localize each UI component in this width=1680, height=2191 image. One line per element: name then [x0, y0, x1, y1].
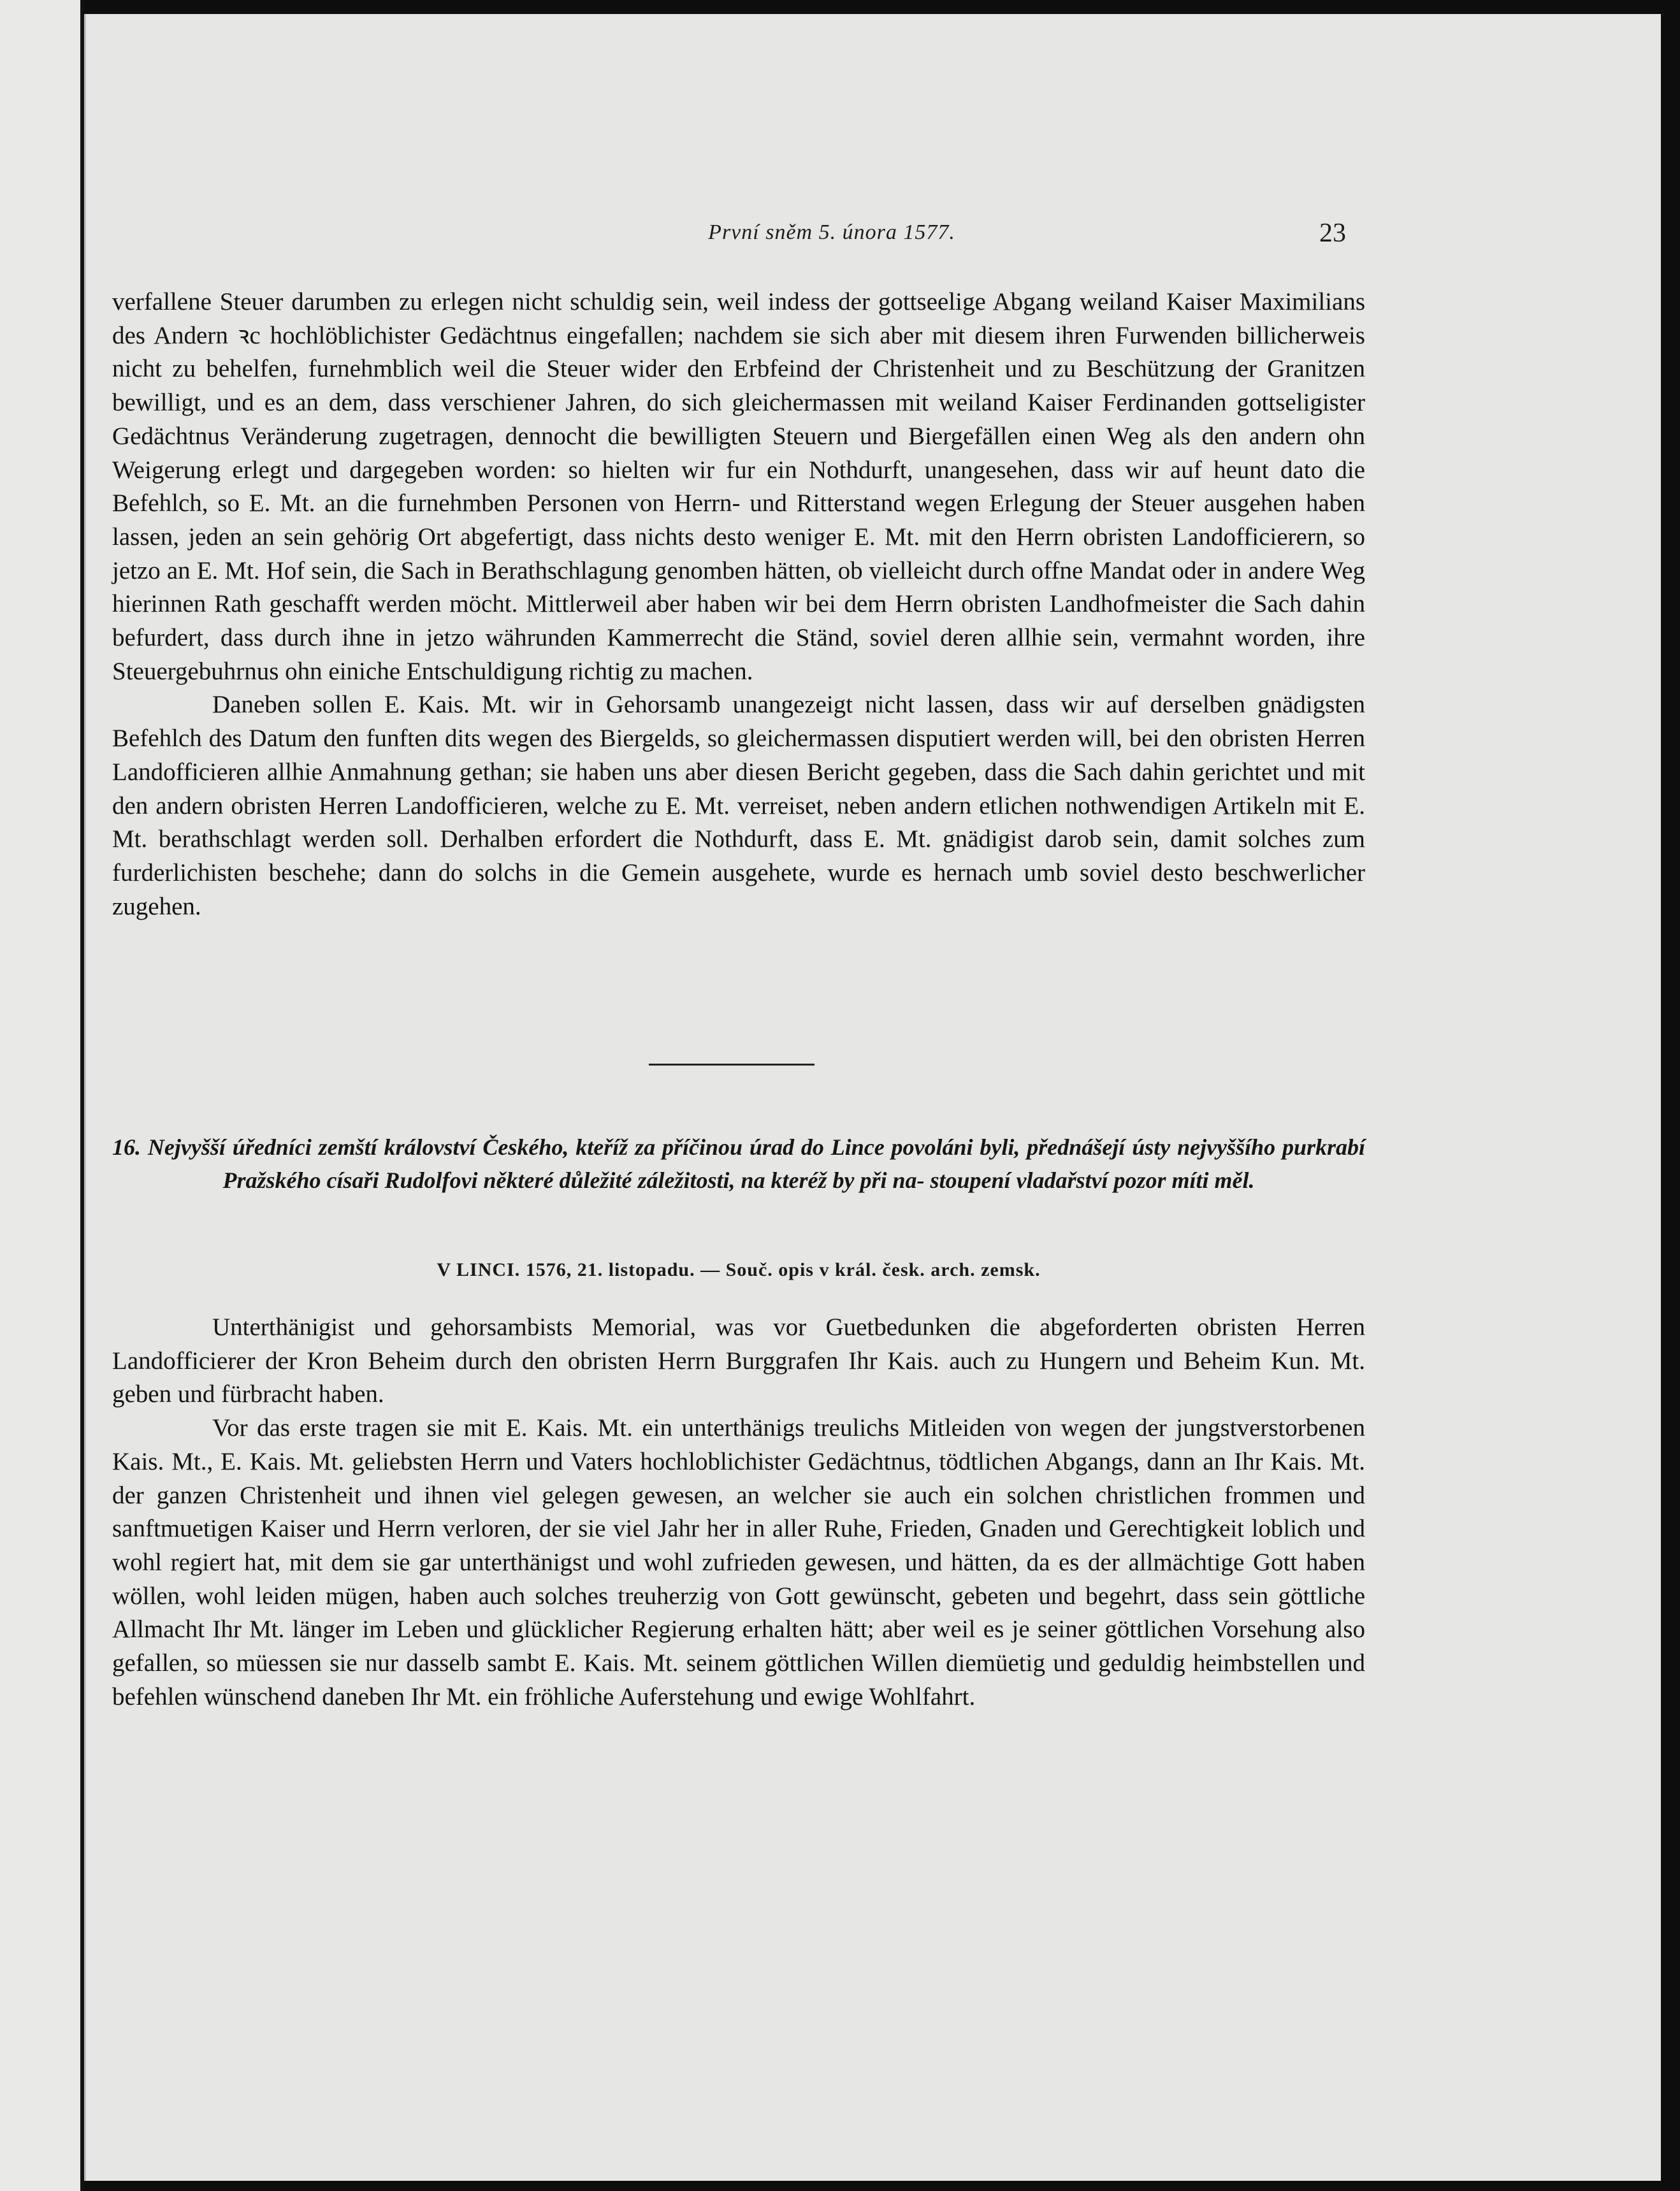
paragraph: Vor das erste tragen sie mit E. Kais. Mt. ein unterthänigs treulichs Mitleiden von wegen der jungstverstorbenen Kais. Mt., E. Kais. Mt. geliebsten Herrn und Vaters hochloblichister Gedächtnus, tödtlichen Abgangs, dann an Ihr Kais. Mt. der ganzen Christenheit und ihnen viel gelegen gewesen, an welcher sie auch ein solchen christlichen frommen und sanftmuetigen Kaiser und Herrn verloren, der sie viel Jahr her in aller Ruhe, Frieden, Gnaden und Gerechtigkeit loblich und wohl regiert hat, mit dem sie gar unterthänigst und wohl zufrieden gewesen, und hätten, da es der allmächtige Gott haben wöllen, wohl leiden mügen, haben auch solches treuherzig von Gott gewünscht, gebeten und begehrt, dass sein göttliche Allmacht Ihr Mt. länger im Leben und glücklicher Regierung erhalten hätt; aber weil es je seiner göttlichen Vorsehung also gefallen, so müessen sie nur dasselb sambt E. Kais. Mt. seinem göttlichen Willen diemüetig und geduldig heimbstellen und befehlen wünschend daneben Ihr Mt. ein fröhliche Auferstehung und ewige Wohlfahrt. [112, 1414, 1365, 1710]
section-continued-text [112, 286, 1365, 923]
document-heading-line: ústy nejvyššího purkrabí Pražského císaři Rudolfovi některé důležité záležitosti, na kteréž by při na- [222, 1134, 1366, 1193]
document-heading-line: stoupení vladařství pozor míti měl. [930, 1168, 1255, 1193]
section-divider [649, 1064, 815, 1066]
page-number: 23 [1319, 219, 1346, 248]
document-heading-line: 16. Nejvyšší úředníci zemští království Českého, kteříž za příčinou úrad do Lince povoláni byli, přednášejí [112, 1134, 1133, 1160]
running-header-title: První sněm 5. února 1577. [708, 221, 955, 244]
document-body [112, 1311, 1365, 1714]
document-source-line: V LINCI. 1576, 21. listopadu. — Souč. opis v král. česk. arch. zemsk. [437, 1259, 1041, 1280]
paragraph: Unterthänigist und gehorsambists Memorial, was vor Guetbedunken die abgeforderten obristen Herren Landofficierer der Kron Beheim durch den obristen Herrn Burggrafen Ihr Kais. auch zu Hungern und Beheim Kun. Mt. geben und fürbracht haben. [112, 1313, 1365, 1408]
paragraph: verfallene Steuer darumben zu erlegen nicht schuldig sein, weil indess der gottseelige Abgang weiland Kaiser Maximilians des Andern ꝛc hochlöblichister Gedächtnus eingefallen; nachdem sie sich aber mit diesem ihren Furwenden billicherweis nicht zu behelfen, furnehmblich weil die Steuer wider den Erbfeind der Christenheit und zu Beschützung der Granitzen bewilligt, und es an dem, dass verschiener Jahren, do sich gleichermassen mit weiland Kaiser Ferdinanden gottseligister Gedächtnus Veränderung zugetragen, dennocht die bewilligten Steuern und Biergefällen einen Weg als den andern ohn Weigerung erlegt und dargegeben worden: so hielten wir fur ein Nothdurft, unangesehen, dass wir auf heunt dato die Befehlch, so E. Mt. an die furnehmben Personen von Herrn- und Ritterstand wegen Erlegung der Steuer ausgehen haben lassen, jeden an sein gehörig Ort abgefertigt, dass nichts desto weniger E. Mt. mit den Herrn obristen Landofficierern, so jetzo an E. Mt. Hof sein, die Sach in Berathschlagung genomben hätten, ob vielleicht durch offne Mandat oder in andere Weg hierinnen Rath geschafft werden möcht. Mittlerweil aber haben wir bei dem Herrn obristen Landhofmeister die Sach dahin befurdert, dass durch ihne in jetzo währunden Kammerrecht die Ständ, soviel deren allhie sein, vermahnt worden, ihre Steuergebuhrnus ohn einiche Entschuldigung richtig zu machen. [112, 288, 1365, 685]
previous-page-edge [0, 0, 84, 2191]
paragraph: Daneben sollen E. Kais. Mt. wir in Gehorsamb unangezeigt nicht lassen, dass wir auf derselben gnädigsten Befehlch des Datum den funften dits wegen des Biergelds, so gleichermassen disputiert werden will, bei den obristen Herren Landofficieren allhie Anmahnung gethan; sie haben uns aber diesen Bericht gegeben, dass die Sach dahin gerichtet und mit den andern obristen Herren Landofficieren, welche zu E. Mt. verreiset, neben andern etlichen nothwendigen Artikeln mit E. Mt. berathschlagt werden soll. Derhalben erfordert die Nothdurft, dass E. Mt. gnädigist darob sein, damit solches zum furderlichisten beschehe; dann do solchs in die Gemein ausgehete, wurde es hernach umb soviel desto beschwerlicher zugehen. [112, 691, 1365, 920]
document-heading [112, 1131, 1365, 1197]
